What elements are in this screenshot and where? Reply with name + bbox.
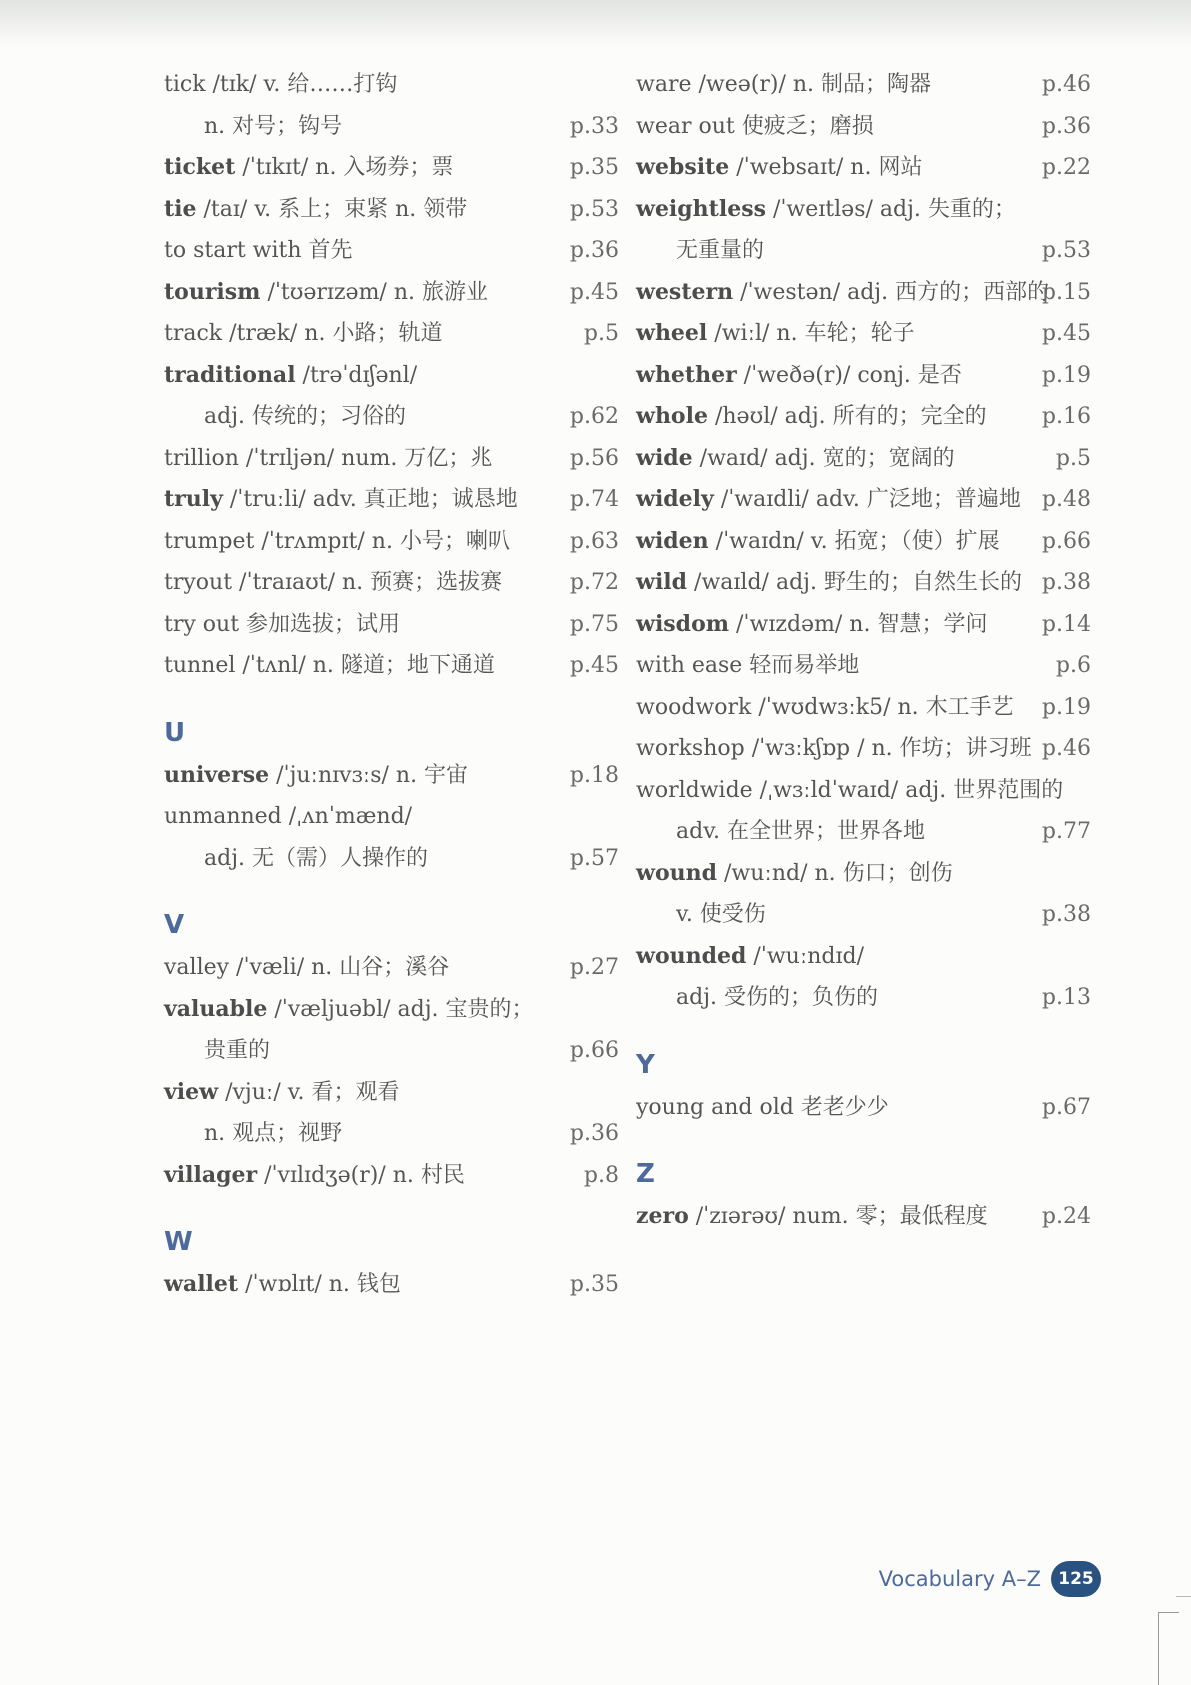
page-reference: p.33: [569, 113, 619, 139]
definition-text: ware /weə(r)/ n. 制品；陶器: [636, 72, 932, 97]
page-reference: p.45: [569, 653, 619, 678]
vocabulary-entry: [164, 272, 619, 314]
vocabulary-entry: [636, 147, 1091, 189]
definition-text: tryout /ˈtraɪaʊt/ n. 预赛；选拔赛: [164, 570, 503, 595]
entry-line: [164, 1030, 619, 1072]
definition-text: /ˈwebsaɪt/ n. 网站: [729, 155, 923, 180]
definition-text: /trəˈdɪʃənl/: [295, 362, 418, 388]
definition-text: wear out 使疲乏；磨损: [636, 113, 874, 139]
entry-line: [636, 438, 1091, 480]
footer-title: Vocabulary A–Z: [878, 1567, 1041, 1591]
headword: widen: [636, 527, 709, 554]
entry-line: [636, 853, 1091, 895]
vocabulary-entry: [636, 1196, 1091, 1238]
definition-text: /ˈweðə(r)/ conj. 是否: [736, 362, 962, 388]
entry-line: [636, 479, 1091, 521]
headword: wild: [636, 569, 688, 595]
entry-line: [164, 755, 619, 797]
entry-line: [636, 230, 1091, 272]
page-reference: p.8: [583, 1162, 619, 1188]
crop-mark: [1158, 1612, 1179, 1685]
vocabulary-entry: [636, 438, 1091, 480]
headword: wallet: [164, 1271, 239, 1297]
section-letter: Y: [636, 1049, 655, 1080]
definition-text: valley /ˈvæli/ n. 山谷；溪谷: [164, 955, 450, 980]
entry-line: [164, 1264, 619, 1306]
page-reference: p.46: [1041, 72, 1091, 97]
page-reference: p.53: [1041, 238, 1091, 263]
entry-line: [636, 1196, 1091, 1238]
headword: tourism: [164, 278, 261, 305]
page-reference: p.22: [1041, 155, 1091, 180]
vocabulary-entry: [164, 1264, 619, 1306]
headword: ticket: [164, 154, 236, 180]
entry-line: [164, 796, 619, 838]
page-reference: p.15: [1041, 279, 1091, 305]
vocabulary-entry: [636, 562, 1091, 604]
vocabulary-entry: [164, 355, 619, 438]
headword: weightless: [636, 195, 766, 222]
page-reference: p.18: [569, 762, 619, 788]
definition-text: trillion /ˈtrɪljən/ num. 万亿；兆: [164, 445, 493, 471]
entry-line: [636, 272, 1091, 314]
page-reference: p.38: [1041, 570, 1091, 595]
definition-text: adv. 在全世界；世界各地: [676, 819, 926, 844]
definition-text: /ˈvɪlɪdʒə(r)/ n. 村民: [257, 1162, 465, 1188]
definition-text: young and old 老老少少: [636, 1094, 889, 1120]
vocabulary-entry: [164, 189, 619, 231]
definition-text: /həʊl/ adj. 所有的；完全的: [707, 404, 987, 429]
entry-line: [164, 1072, 619, 1114]
definition-text: adj. 受伤的；负伤的: [676, 985, 879, 1010]
vocabulary-entry: [636, 1087, 1091, 1129]
vocabulary-entry: [164, 947, 619, 989]
vocabulary-entry: [636, 479, 1091, 521]
vocabulary-entry: [164, 989, 619, 1072]
entry-line: [636, 604, 1091, 646]
definition-text: adj. 无（需）人操作的: [204, 845, 429, 871]
entry-line: [636, 147, 1091, 189]
entry-line: [636, 562, 1091, 604]
definition-text: worldwide /ˌwɜːldˈwaɪd/ adj. 世界范围的: [636, 777, 1064, 803]
vocabulary-entry: [164, 645, 619, 687]
definition-text: /ˈtruːli/ adv. 真正地；诚恳地: [222, 487, 518, 512]
page-reference: p.24: [1041, 1204, 1091, 1229]
page-reference: p.5: [583, 321, 619, 346]
page-reference: p.35: [569, 1272, 619, 1297]
page-reference: p.19: [1041, 362, 1091, 388]
entry-line: [164, 645, 619, 687]
definition-text: try out 参加选拔；试用: [164, 611, 401, 637]
page-number-badge: 125: [1051, 1561, 1101, 1597]
definition-text: /ˈtɪkɪt/ n. 入场券；票: [235, 155, 454, 180]
page-reference: p.66: [1041, 528, 1091, 554]
entry-line: [636, 977, 1091, 1019]
headword: wide: [636, 444, 693, 471]
headword: truly: [164, 486, 223, 512]
definition-text: /ˈzɪərəʊ/ num. 零；最低程度: [688, 1204, 988, 1229]
vocabulary-column-right: [636, 64, 1091, 1238]
entry-line: [164, 147, 619, 189]
definition-text: /wiːl/ n. 车轮；轮子: [707, 321, 915, 346]
entry-line: [636, 64, 1091, 106]
entry-line: [636, 811, 1091, 853]
entry-line: [636, 894, 1091, 936]
page-reference: p.72: [569, 570, 619, 595]
entry-line: [636, 770, 1091, 812]
page-reference: p.45: [569, 279, 619, 305]
page-reference: p.19: [1041, 694, 1091, 720]
entry-line: [636, 189, 1091, 231]
definition-text: with ease 轻而易举地: [636, 653, 860, 678]
entry-line: [164, 1155, 619, 1197]
page-reference: p.27: [569, 955, 619, 980]
headword: zero: [636, 1203, 689, 1229]
headword: tie: [164, 195, 197, 222]
page-reference: p.56: [569, 445, 619, 471]
page-reference: p.13: [1041, 985, 1091, 1010]
definition-text: 贵重的: [204, 1038, 271, 1063]
headword: view: [164, 1078, 219, 1105]
vocabulary-entry: [636, 728, 1091, 770]
entry-line: [164, 562, 619, 604]
headword: traditional: [164, 361, 296, 388]
headword: wisdom: [636, 610, 730, 637]
entry-line: [164, 355, 619, 397]
vocabulary-entry: [164, 147, 619, 189]
page-reference: p.36: [569, 1121, 619, 1146]
definition-text: 无重量的: [676, 238, 765, 263]
page-footer: [879, 1559, 1101, 1599]
vocabulary-entry: [636, 64, 1091, 106]
headword: wheel: [636, 320, 708, 346]
entry-line: [164, 230, 619, 272]
vocabulary-entry: [636, 604, 1091, 646]
headword: villager: [164, 1161, 258, 1188]
page-reference: p.62: [569, 404, 619, 429]
headword: widely: [636, 486, 714, 512]
definition-text: n. 观点；视野: [204, 1121, 343, 1146]
definition-text: n. 对号；钩号: [204, 113, 343, 139]
entry-line: [636, 521, 1091, 563]
section-letter: W: [164, 1227, 193, 1257]
entry-line: [636, 313, 1091, 355]
definition-text: /ˈwaɪdli/ adv. 广泛地；普遍地: [713, 487, 1021, 512]
definition-text: to start with 首先: [164, 238, 353, 263]
vocabulary-entry: [164, 313, 619, 355]
page-reference: p.53: [569, 196, 619, 222]
vocabulary-entry: [636, 272, 1091, 314]
definition-text: woodwork /ˈwʊdwɜːk5/ n. 木工手艺: [636, 694, 1014, 720]
page-reference: p.45: [1041, 321, 1091, 346]
definition-text: unmanned /ˌʌnˈmænd/: [164, 804, 413, 829]
page-top-shading: [0, 0, 1191, 46]
page-reference: p.16: [1041, 404, 1091, 429]
entry-line: [164, 64, 619, 106]
entry-line: [636, 1087, 1091, 1129]
definition-text: workshop /ˈwɜːkʃɒp / n. 作坊；讲习班: [636, 736, 1032, 761]
vocabulary-entry: [164, 562, 619, 604]
vocabulary-entry: [636, 189, 1091, 272]
page-reference: p.5: [1055, 445, 1091, 471]
vocabulary-entry: [636, 355, 1091, 397]
definition-text: track /træk/ n. 小路；轨道: [164, 321, 443, 346]
definition-text: adj. 传统的；习俗的: [204, 404, 407, 429]
entry-line: [164, 189, 619, 231]
definition-text: /ˈwɪzdəm/ n. 智慧；学问: [729, 611, 988, 637]
entry-line: [636, 355, 1091, 397]
headword: western: [636, 278, 734, 305]
definition-text: /ˈtʊərɪzəm/ n. 旅游业: [260, 279, 488, 305]
vocabulary-entry: [164, 1072, 619, 1155]
headword: whole: [636, 403, 708, 429]
page-reference: p.63: [569, 528, 619, 554]
crop-mark-line: [1176, 1596, 1191, 1597]
definition-text: /ˈwɒlɪt/ n. 钱包: [238, 1272, 401, 1297]
vocabulary-entry: [164, 755, 619, 797]
entry-line: [164, 838, 619, 880]
entry-line: [164, 947, 619, 989]
page-reference: p.14: [1041, 611, 1091, 637]
definition-text: v. 使受伤: [676, 902, 766, 927]
vocabulary-entry: [164, 230, 619, 272]
vocabulary-entry: [636, 936, 1091, 1019]
definition-text: /waɪd/ adj. 宽的；宽阔的: [692, 445, 955, 471]
headword: website: [636, 154, 730, 180]
definition-text: tick /tɪk/ v. 给……打钩: [164, 72, 398, 97]
entry-line: [164, 438, 619, 480]
definition-text: /ˈvæljuəbl/ adj. 宝贵的；: [267, 996, 534, 1022]
definition-text: trumpet /ˈtrʌmpɪt/ n. 小号；喇叭: [164, 528, 510, 554]
page-reference: p.75: [569, 611, 619, 637]
definition-text: /taɪ/ v. 系上；束紧 n. 领带: [196, 196, 468, 222]
page-reference: p.36: [1041, 113, 1091, 139]
entry-line: [164, 272, 619, 314]
page-reference: p.36: [569, 238, 619, 263]
entry-line: [636, 687, 1091, 729]
page-reference: p.48: [1041, 487, 1091, 512]
entry-line: [164, 604, 619, 646]
definition-text: /waɪld/ adj. 野生的；自然生长的: [687, 570, 1022, 595]
headword: wounded: [636, 942, 747, 969]
page-reference: p.74: [569, 487, 619, 512]
entry-line: [636, 936, 1091, 978]
definition-text: /ˈwaɪdn/ v. 拓宽；（使）扩展: [708, 528, 1000, 554]
entry-line: [164, 1113, 619, 1155]
entry-line: [164, 479, 619, 521]
entry-line: [164, 396, 619, 438]
vocabulary-entry: [164, 796, 619, 879]
vocabulary-entry: [636, 106, 1091, 148]
vocabulary-entry: [636, 687, 1091, 729]
entry-line: [164, 106, 619, 148]
page-reference: p.35: [569, 155, 619, 180]
headword: universe: [164, 761, 270, 788]
page-reference: p.57: [569, 845, 619, 871]
vocabulary-entry: [636, 521, 1091, 563]
vocabulary-entry: [164, 1155, 619, 1197]
page-reference: p.67: [1041, 1094, 1091, 1120]
vocabulary-entry: [164, 521, 619, 563]
definition-text: /ˈjuːnɪvɜːs/ n. 宇宙: [269, 762, 469, 788]
entry-line: [636, 645, 1091, 687]
definition-text: tunnel /ˈtʌnl/ n. 隧道；地下通道: [164, 653, 495, 678]
headword: whether: [636, 361, 737, 388]
definition-text: /ˈweɪtləs/ adj. 失重的；: [765, 196, 1016, 222]
vocabulary-entry: [636, 645, 1091, 687]
entry-line: [164, 521, 619, 563]
entry-line: [636, 728, 1091, 770]
vocabulary-entry: [164, 479, 619, 521]
entry-line: [636, 106, 1091, 148]
vocabulary-entry: [636, 853, 1091, 936]
vocabulary-entry: [636, 313, 1091, 355]
vocabulary-entry: [636, 396, 1091, 438]
page-reference: p.77: [1041, 819, 1091, 844]
definition-text: /ˈwestən/ adj. 西方的；西部的: [733, 279, 1050, 305]
vocabulary-entry: [164, 604, 619, 646]
definition-text: /wuːnd/ n. 伤口；创伤: [717, 860, 953, 886]
vocabulary-column-left: [164, 64, 619, 1306]
entry-line: [164, 313, 619, 355]
definition-text: /ˈwuːndɪd/: [746, 943, 865, 969]
headword: valuable: [164, 995, 268, 1022]
entry-line: [164, 989, 619, 1031]
page-reference: p.66: [569, 1038, 619, 1063]
page-reference: p.46: [1041, 736, 1091, 761]
definition-text: /vjuː/ v. 看；观看: [218, 1079, 400, 1105]
vocabulary-entry: [164, 64, 619, 147]
section-letter: V: [164, 910, 185, 940]
vocabulary-entry: [164, 438, 619, 480]
entry-line: [636, 396, 1091, 438]
headword: wound: [636, 859, 717, 886]
section-letter: Z: [636, 1159, 655, 1189]
section-letter: U: [164, 717, 186, 748]
page-reference: p.38: [1041, 902, 1091, 927]
page-reference: p.6: [1055, 653, 1091, 678]
vocabulary-entry: [636, 770, 1091, 853]
